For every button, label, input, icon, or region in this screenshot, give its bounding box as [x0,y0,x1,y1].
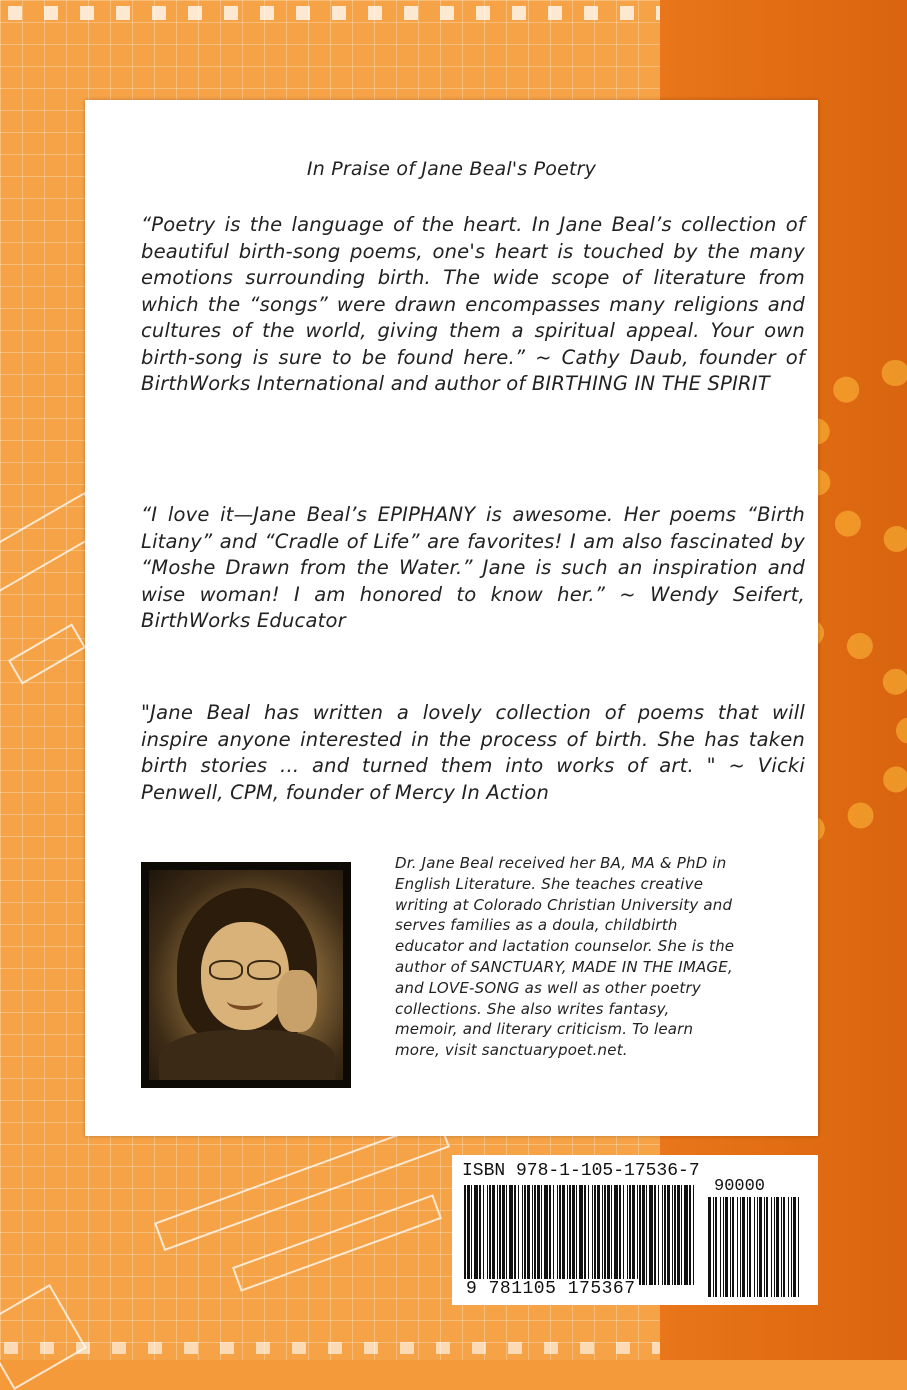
barcode-bar [604,1185,606,1285]
praise-quote-1: “Poetry is the language of the heart. In Jane Beal’s collection of beautiful birth-song poems, one's heart is touched by the many emotions surrounding birth. The wide scope of literature from which the “songs” were drawn encompasses many religions and cultures of the world, giving them a spiritual appeal. Your own birth-song is sure to be found here.” ~ Cathy Daub, founder of BirthWorks International and author of BIRTHING IN THE SPIRIT [141,213,805,395]
barcode-bar [569,1185,571,1285]
barcode-bar [759,1197,762,1297]
barcode-bar [518,1185,519,1285]
barcode-bar [646,1185,647,1285]
barcode-bar [639,1185,641,1285]
barcode-bar [774,1197,775,1297]
barcode-bar [464,1185,466,1285]
decorative-film-strip-bottom [0,1330,660,1360]
price-code-label: 90000 [714,1177,766,1196]
barcode-bar [693,1185,694,1285]
barcode-bar [502,1185,505,1285]
barcode-bar [713,1197,714,1297]
barcode-bar [681,1185,682,1285]
barcode-bar [576,1185,577,1285]
barcode-bar [499,1185,501,1285]
barcode-bar [514,1185,516,1285]
barcode-bar [715,1197,717,1297]
barcode-bar [781,1197,782,1297]
barcode-bar [619,1185,621,1285]
barcode-bar [684,1185,688,1285]
barcode-bar [509,1185,513,1285]
barcode-bar [749,1197,751,1297]
portrait-smile [227,992,263,1010]
addon-barcode-bars [708,1197,800,1297]
barcode-bar [483,1185,484,1285]
barcode-bar [588,1185,589,1285]
barcode-bar [730,1197,731,1297]
barcode-bar [584,1185,586,1285]
barcode-bar [642,1185,645,1285]
barcode-bar [783,1197,785,1297]
barcode-bar [572,1185,575,1285]
barcode-bar [524,1185,526,1285]
author-portrait [149,870,343,1080]
barcode-bar [532,1185,533,1285]
back-cover-panel [85,100,818,1136]
barcode-bar [764,1197,765,1297]
barcode-bar [737,1197,738,1297]
barcode-bar [474,1185,478,1285]
barcode-bar [487,1185,488,1285]
barcode-bar [467,1185,470,1285]
decorative-film-strip-top [0,0,660,34]
barcode-bar [602,1185,603,1285]
author-photo [141,862,351,1088]
barcode-bar [725,1197,728,1297]
isbn-label: ISBN 978-1-105-17536-7 [462,1161,700,1181]
barcode-bar [649,1185,653,1285]
barcode-bar [541,1185,542,1285]
barcode-bar [788,1197,789,1297]
barcode-bar [492,1185,495,1285]
praise-quote-2: “I love it—Jane Beal’s EPIPHANY is awesome. Her poems “Birth Litany” and “Cradle of Life” are favorites! I am also fascinated by “Moshe Drawn from the Water.” Jane is such an inspiration and wise woman! I am honored to know her.” ~ Wendy Seifert, BirthWorks Educator [141,503,805,632]
barcode-bar [627,1185,628,1285]
barcode-bar [664,1185,666,1285]
isbn-barcode [452,1155,818,1305]
barcode-bar [791,1197,792,1297]
barcode-bar [672,1185,673,1285]
barcode-bar [732,1197,734,1297]
page-title: In Praise of Jane Beal's Poetry [306,158,597,180]
barcode-bar [607,1185,610,1285]
barcode-bar [544,1185,548,1285]
barcode-bar [658,1185,659,1285]
barcode-bar [594,1185,596,1285]
barcode-bar [629,1185,631,1285]
barcode-bar [654,1185,656,1285]
barcode-bar [592,1185,593,1285]
barcode-bar [798,1197,799,1297]
barcode-bar [708,1197,711,1297]
praise-quote-3: "Jane Beal has written a lovely collection of poems that will inspire anyone interested in the process of birth. She has taken birth stories ... and turned them into works of art. " ~ Vicki Penwell, CPM, founder of Mercy In Action [141,701,805,804]
barcode-bar [793,1197,796,1297]
barcode-bar [689,1185,691,1285]
barcode-bar [527,1185,530,1285]
barcode-bar [567,1185,568,1285]
barcode-bar [553,1185,554,1285]
barcode-bar [549,1185,551,1285]
ean-barcode-bars [464,1185,694,1285]
barcode-bar [632,1185,635,1285]
barcode-bar [534,1185,536,1285]
barcode-bar [506,1185,507,1285]
barcode-bar [611,1185,612,1285]
author-bio: Dr. Jane Beal received her BA, MA & PhD in English Literature. She teaches creative writing at Colorado Christian University and serves families as a doula, childbirth educator and lactation counselor. She is the author of SANCTUARY, MADE IN THE IMAGE, and LOVE-SONG as well as other poetry collections. She also writes fantasy, memoir, and literary criticism. To learn more, visit sanctuarypoet.net. [395,854,735,1060]
barcode-bar [614,1185,618,1285]
barcode-bar [674,1185,676,1285]
barcode-bar [667,1185,670,1285]
barcode-bar [559,1185,561,1285]
ean-digits: 9 781105 175367 [466,1279,636,1299]
barcode-bar [747,1197,748,1297]
barcode-bar [522,1185,523,1285]
barcode-bar [557,1185,558,1285]
barcode-bar [776,1197,779,1297]
barcode-bar [637,1185,638,1285]
barcode-bar [662,1185,663,1285]
barcode-bar [579,1185,583,1285]
portrait-glasses [209,960,283,978]
barcode-bar [720,1197,721,1297]
barcode-bar [723,1197,724,1297]
barcode-bar [623,1185,624,1285]
barcode-bar [562,1185,565,1285]
barcode-bar [754,1197,755,1297]
barcode-bar [677,1185,680,1285]
barcode-bar [471,1185,472,1285]
barcode-bar [742,1197,745,1297]
barcode-bar [537,1185,540,1285]
barcode-bar [757,1197,758,1297]
barcode-bar [771,1197,772,1297]
portrait-sweater [159,1030,335,1080]
barcode-bar [479,1185,481,1285]
portrait-hand [277,970,317,1032]
barcode-bar [489,1185,491,1285]
barcode-bar [597,1185,600,1285]
barcode-bar [766,1197,768,1297]
barcode-bar [740,1197,741,1297]
barcode-bar [497,1185,498,1285]
